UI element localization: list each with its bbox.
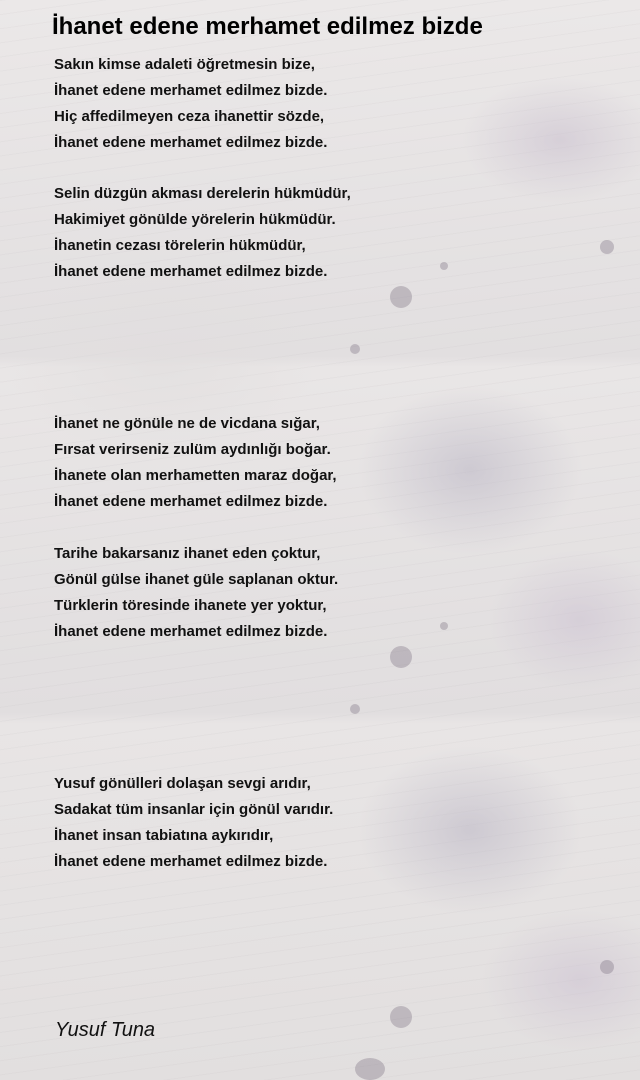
poem-line: Sadakat tüm insanlar için gönül varıdır. xyxy=(54,801,334,818)
poem-line: İhanet edene merhamet edilmez bizde. xyxy=(54,82,328,99)
ink-blot xyxy=(440,262,448,270)
ink-blot xyxy=(355,1058,385,1080)
poem-line: Türklerin töresinde ihanete yer yoktur, xyxy=(54,597,327,614)
ink-blot xyxy=(390,1006,412,1028)
ink-blot xyxy=(350,344,360,354)
poem-stanza-5 xyxy=(54,771,333,875)
poem-stanza-1 xyxy=(54,52,327,156)
poem-line: Selin düzgün akması derelerin hükmüdür, xyxy=(54,185,351,202)
poem-line: Hakimiyet gönülde yörelerin hükmüdür. xyxy=(54,211,336,228)
ink-blot xyxy=(600,240,614,254)
poem-stanza-4 xyxy=(54,541,338,645)
poem-line: İhanet edene merhamet edilmez bizde. xyxy=(54,853,328,870)
poem-line: Gönül gülse ihanet güle saplanan oktur. xyxy=(54,571,339,588)
poem-line: İhanet edene merhamet edilmez bizde. xyxy=(54,623,328,640)
poem-line: Fırsat verirseniz zulüm aydınlığı boğar. xyxy=(54,441,331,458)
poem-line: İhanet ne gönüle ne de vicdana sığar, xyxy=(54,415,320,432)
poem-line: İhanet edene merhamet edilmez bizde. xyxy=(54,493,328,510)
ink-blot xyxy=(440,622,448,630)
poem-line: Yusuf gönülleri dolaşan sevgi arıdır, xyxy=(54,775,311,792)
ink-blot xyxy=(390,646,412,668)
poem-line: İhanet edene merhamet edilmez bizde. xyxy=(54,134,328,151)
ink-blot xyxy=(350,704,360,714)
poem-line: İhanete olan merhametten maraz doğar, xyxy=(54,467,337,484)
poem-line: Sakın kimse adaleti öğretmesin bize, xyxy=(54,56,315,73)
poem-author: Yusuf Tuna xyxy=(55,1019,156,1041)
poem-stanza-2 xyxy=(54,181,351,285)
ink-blot xyxy=(390,286,412,308)
ink-blot xyxy=(600,960,614,974)
poem-title: İhanet edene merhamet edilmez bizde xyxy=(52,13,483,40)
poem-line: İhanet edene merhamet edilmez bizde. xyxy=(54,263,328,280)
poem-stanza-3 xyxy=(54,411,337,515)
poem-line: Hiç affedilmeyen ceza ihanettir sözde, xyxy=(54,108,325,125)
poem-line: İhanet insan tabiatına aykırıdır, xyxy=(54,827,274,844)
poem-line: İhanetin cezası törelerin hükmüdür, xyxy=(54,237,306,254)
poem-line: Tarihe bakarsanız ihanet eden çoktur, xyxy=(54,545,321,562)
